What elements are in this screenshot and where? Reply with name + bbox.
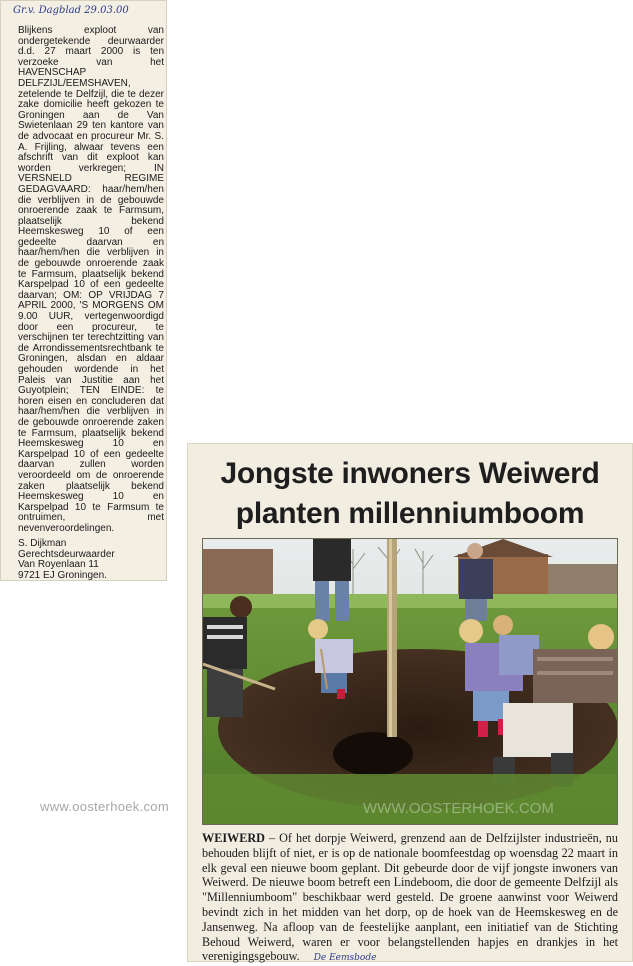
headline-line: Jongste inwoners Weiwerd [220, 457, 600, 490]
article-text: – Of het dorpje Weiwerd, grenzend aan de Delfzijlster industrieën, nu behouden blijft of niet, er is op de nationale boomfeestdag op woensdag 22 maart in elk geval een nieuwe boom geplant. Dit gebeurde door de vijf jongste inwoners van Weiwerd. De nieuwe boom betreft een Lindeboom, die door de gemeente Delfzijl als "Millenniumboom" beschikbaar werd gesteld. De groene aanwinst voor Weiwerd bevindt zich in het midden van het dorp, op de hoek van de Heemskesweg en de Jansenweg. Na afloop van de feestelijke aanplant, een initiatief van de Stichting Behoud Weiwerd, waren er voor belangstellenden hapjes en drankjes in het verenigingsgebouw. [202, 831, 618, 964]
headline-line: planten millenniumboom [235, 497, 585, 530]
article-body [202, 831, 618, 966]
legal-notice-text: Blijkens exploot van ondergetekende deurwaarder d.d. 27 maart 2000 is ten verzoeke van het HAVENSCHAP DELFZIJL/EEMSHAVEN, zetelende te Delfzijl, die te dezer zake domicilie heeft gekozen te Groningen aan de Van Swietenlaan 29 ten kantore van de advocaat en procureur Mr. S. A. Frijling, alwaar tevens een afschrift van dit exploot kan worden verkregen; IN VERSNELD REGIME GEDAGVAARD: haar/hem/hen die verblijven in de gebouwde onroerende zaak te Farmsum, plaatselijk bekend Heemskesweg 10 of een gedeelte daarvan en haar/hem/hen die verblijven in de gebouwde onroerende zaak te Farmsum, plaatselijk bekend Karspelpad 10 of een gedeelte daarvan; OM: OP VRIJDAG 7 APRIL 2000, 'S MORGENS OM 9.00 UUR, vertegenwoordigd door een procureur, te verschijnen ter terechtzitting van de Arrondissementsrechtbank te Groningen, alsdan en aldaar gehouden wordende in het Paleis van Justitie aan het Guyotplein; TEN EINDE: te horen eisen en concluderen dat haar/hem/hen die verblijven in de gebouwde onroerende zaken te Farmsum, plaatselijk bekend Heemskesweg 10 en Karspelpad 10 of een gedeelte daarvan zullen worden veroordeeld om de onroerende zaken plaatselijk bekend Heemskesweg 10 en Karspelpad 10 te Farmsum te ontruimen, met nevenveroordelingen. [18, 25, 164, 534]
handwritten-newspaper-name: De Eemsbode [313, 953, 377, 964]
signature-line: Van Royenlaan 11 [18, 559, 99, 571]
signature-line: S. Dijkman [18, 538, 67, 549]
article-photo [202, 538, 618, 825]
article-dateline: WEIWERD [202, 831, 265, 845]
article-clipping [187, 443, 633, 962]
site-watermark: www.oosterhoek.com [40, 799, 169, 814]
article-headline [188, 454, 632, 534]
notice-signature [18, 539, 164, 581]
legal-notice-clipping [0, 0, 167, 581]
photo-watermark: WWW.OOSTERHOEK.COM [363, 800, 554, 817]
signature-line: Gerechtsdeurwaarder [18, 548, 115, 560]
signature-line: 9721 EJ Groningen. [18, 569, 107, 581]
tree-planting-photo [203, 539, 617, 824]
handwritten-source-note: Gr.v. Dagblad 29.03.00 [13, 5, 129, 16]
